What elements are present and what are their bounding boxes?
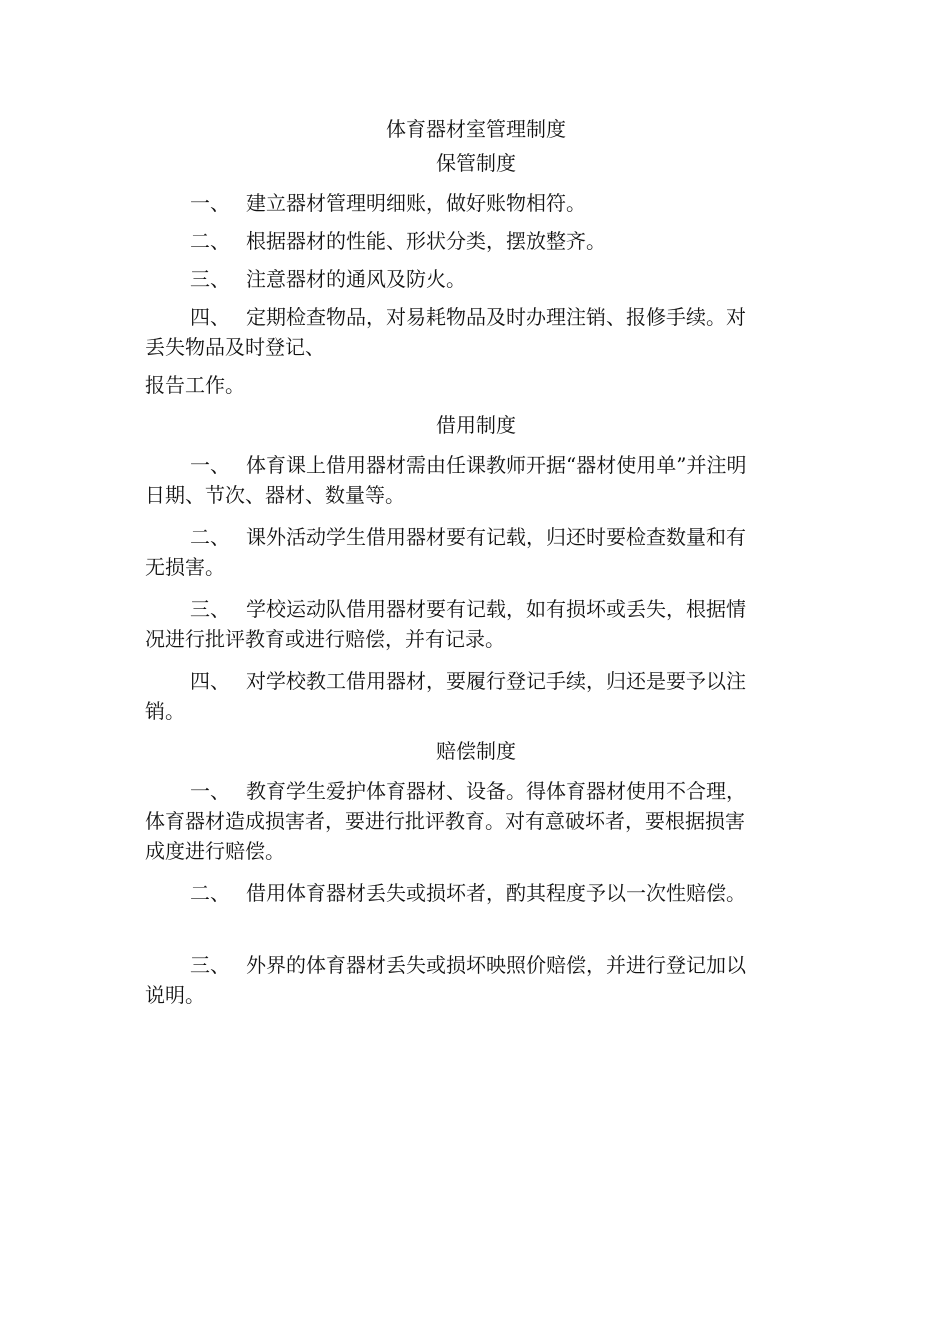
item-continuation: 销。 bbox=[145, 699, 185, 723]
item-number: 一、 bbox=[190, 191, 230, 215]
section-heading-storage: 保管制度 bbox=[436, 151, 516, 175]
item-number: 四、 bbox=[190, 669, 230, 693]
list-item bbox=[145, 264, 807, 294]
item-text: 学校运动队借用器材要有记载，如有损坏或丢失，根据情 bbox=[246, 597, 746, 621]
item-continuation: 日期、节次、器材、数量等。 bbox=[145, 483, 405, 507]
list-item bbox=[145, 594, 807, 624]
item-continuation: 况进行批评教育或进行赔偿，并有记录。 bbox=[145, 627, 505, 651]
item-number: 三、 bbox=[190, 597, 230, 621]
item-text: 根据器材的性能、形状分类，摆放整齐。 bbox=[246, 229, 606, 253]
list-item bbox=[145, 666, 807, 696]
item-number: 一、 bbox=[190, 453, 230, 477]
item-text: 借用体育器材丢失或损坏者，酌其程度予以一次性赔偿。 bbox=[246, 881, 746, 905]
item-text: 注意器材的通风及防火。 bbox=[246, 267, 466, 291]
item-continuation: 体育器材造成损害者，要进行批评教育。对有意破坏者，要根据损害 bbox=[145, 809, 745, 833]
item-number: 二、 bbox=[190, 525, 230, 549]
item-text: 定期检查物品，对易耗物品及时办理注销、报修手续。对 bbox=[246, 305, 746, 329]
item-continuation: 说明。 bbox=[145, 983, 205, 1007]
list-item bbox=[145, 450, 807, 480]
list-item bbox=[145, 188, 807, 218]
list-item bbox=[145, 950, 807, 980]
item-text: 教育学生爱护体育器材、设备。得体育器材使用不合理， bbox=[246, 779, 746, 803]
document-body bbox=[145, 112, 807, 1010]
item-continuation: 成度进行赔偿。 bbox=[145, 839, 285, 863]
document-title: 体育器材室管理制度 bbox=[386, 117, 566, 141]
item-number: 二、 bbox=[190, 229, 230, 253]
item-number: 一、 bbox=[190, 779, 230, 803]
list-item bbox=[145, 878, 807, 908]
section-heading-borrowing: 借用制度 bbox=[436, 413, 516, 437]
section-heading-compensation: 赔偿制度 bbox=[436, 739, 516, 763]
item-text: 外界的体育器材丢失或损坏映照价赔偿，并进行登记加以 bbox=[246, 953, 746, 977]
item-continuation: 报告工作。 bbox=[145, 373, 245, 397]
list-item bbox=[145, 226, 807, 256]
item-text: 建立器材管理明细账，做好账物相符。 bbox=[246, 191, 586, 215]
item-number: 四、 bbox=[190, 305, 230, 329]
list-item bbox=[145, 522, 807, 552]
item-continuation: 无损害。 bbox=[145, 555, 225, 579]
item-text: 对学校教工借用器材，要履行登记手续，归还是要予以注 bbox=[246, 669, 746, 693]
list-item bbox=[145, 776, 807, 806]
item-text: 课外活动学生借用器材要有记载，归还时要检查数量和有 bbox=[246, 525, 746, 549]
list-item bbox=[145, 302, 807, 332]
item-text: 体育课上借用器材需由任课教师开据“器材使用单”并注明 bbox=[246, 453, 747, 477]
item-number: 二、 bbox=[190, 881, 230, 905]
item-number: 三、 bbox=[190, 953, 230, 977]
item-continuation: 丢失物品及时登记、 bbox=[145, 335, 325, 359]
item-number: 三、 bbox=[190, 267, 230, 291]
